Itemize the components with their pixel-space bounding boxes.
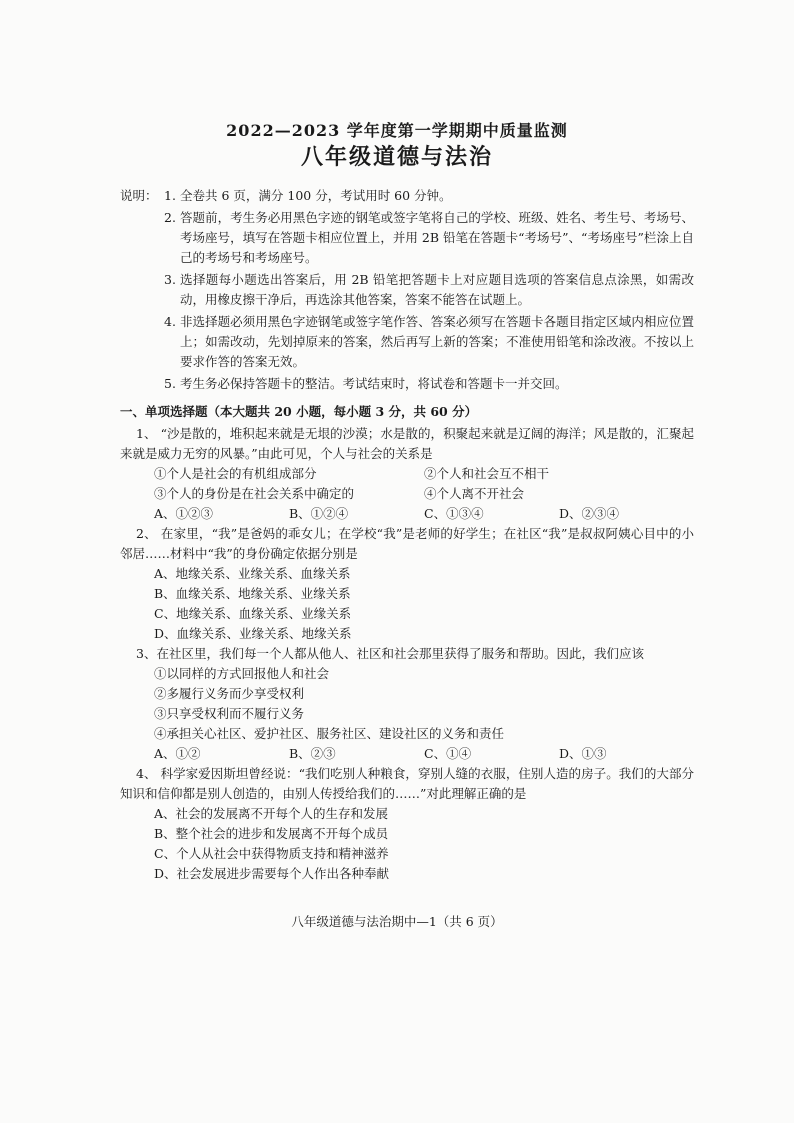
exam-subject-title: 八年级道德与法治 [300,144,493,170]
question-3 [120,644,694,764]
statement: ③只享受权利而不履行义务 [154,706,305,721]
question-statements [120,464,694,504]
option-c: C、地缘关系、血缘关系、业缘关系 [154,606,352,621]
option-b: B、①②④ [289,506,349,521]
question-stem: 1、 “沙是散的，堆积起来就是无垠的沙漠；水是散的，积聚起来就是辽阔的海洋；风是散的，汇聚起来就是威力无穷的风暴。”由此可见，个人与社会的关系是 [120,426,694,461]
option-d: D、②③④ [559,506,620,521]
statement: ②多履行义务而少享受权利 [154,686,305,701]
instructions [120,186,694,396]
option-b: B、血缘关系、地缘关系、业缘关系 [154,586,351,601]
answer-options [120,744,694,764]
statement: ④承担关心社区、爱护社区、服务社区、建设社区的义务和责任 [154,726,505,741]
statement: ④个人离不开社会 [424,486,525,501]
option-a: A、①② [154,746,201,761]
page-footer: 八年级道德与法治期中—1（共 6 页） [291,914,503,929]
option-a: A、①②③ [154,506,214,521]
option-c: C、个人从社会中获得物质支持和精神滋养 [154,846,389,861]
option-c: C、①③④ [424,506,484,521]
option-d: D、①③ [559,746,607,761]
question-stem: 3、在社区里，我们每一个人都从他人、社区和社会那里获得了服务和帮助。因此，我们应该 [136,646,644,661]
statement: ③个人的身份是在社会关系中确定的 [154,486,355,501]
option-d: D、血缘关系、业缘关系、地缘关系 [154,626,352,641]
question-1 [120,424,694,524]
instruction-item: 2. 答题前，考生务必用黑色字迹的钢笔或签字笔将自己的学校、班级、姓名、考生号、考场号、考场座号，填写在答题卡相应位置上，并用 2B 铅笔在答题卡“考场号”、“考场座号”栏涂上自己的考场号和考场座号。 [164,210,694,265]
answer-options [120,564,694,644]
instruction-item: 3. 选择题每小题选出答案后，用 2B 铅笔把答题卡上对应题目选项的答案信息点涂黑，如需改动，用橡皮擦干净后，再选涂其他答案，答案不能答在试题上。 [164,272,694,307]
instructions-list [164,186,694,396]
exam-content [120,186,694,884]
option-a: A、地缘关系、业缘关系、血缘关系 [154,566,351,581]
option-d: D、社会发展进步需要每个人作出各种奉献 [154,866,390,881]
option-b: B、②③ [289,746,336,761]
instruction-item: 1. 全卷共 6 页，满分 100 分，考试用时 60 分钟。 [164,188,452,203]
question-stem: 2、 在家里，“我”是爸妈的乖女儿；在学校“我”是老师的好学生；在社区“我”是叔叔阿姨心目中的小邻居……材料中“我”的身份确定依据分别是 [120,526,694,561]
option-a: A、社会的发展离不开每个人的生存和发展 [154,806,389,821]
answer-options [120,804,694,884]
question-statements [120,664,694,744]
statement: ①以同样的方式回报他人和社会 [154,666,330,681]
exam-year-title: 2022—2023 学年度第一学期期中质量监测 [226,121,568,140]
statement: ②个人和社会互不相干 [424,466,550,481]
option-c: C、①④ [424,746,472,761]
answer-options [120,504,694,524]
instructions-label: 说明： [120,188,158,203]
statement: ①个人是社会的有机组成部分 [154,466,317,481]
question-stem: 4、 科学家爱因斯坦曾经说：“我们吃别人种粮食，穿别人缝的衣服，住别人造的房子。我们的大部分知识和信仰都是别人创造的，由别人传授给我们的……”对此理解正确的是 [120,766,694,801]
option-b: B、整个社会的进步和发展离不开每个成员 [154,826,389,841]
instruction-item: 4. 非选择题必须用黑色字迹钢笔或签字笔作答、答案必须写在答题卡各题目指定区域内相应位置上；如需改动，先划掉原来的答案，然后再写上新的答案；不准使用铅笔和涂改液。不按以上要求作答的答案无效。 [164,314,694,369]
question-2 [120,524,694,644]
question-4 [120,764,694,884]
instruction-item: 5. 考生务必保持答题卡的整洁。考试结束时，将试卷和答题卡一并交回。 [164,376,568,391]
section-heading: 一、单项选择题（本大题共 20 小题，每小题 3 分，共 60 分） [120,404,478,419]
